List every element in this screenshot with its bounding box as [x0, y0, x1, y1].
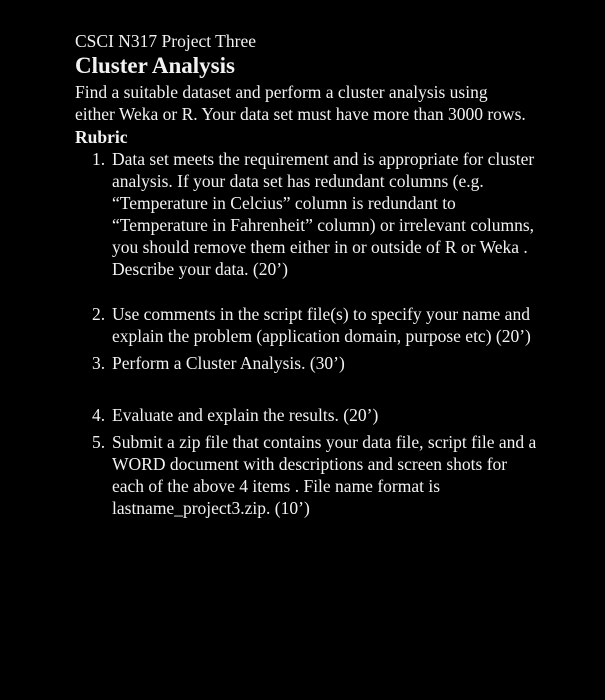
rubric-item-1 [75, 148, 575, 280]
rubric-item-number: 3. [92, 353, 106, 373]
rubric-item-4 [75, 404, 575, 426]
assignment-document [75, 30, 575, 519]
course-heading: CSCI N317 Project Three [75, 31, 256, 51]
intro-paragraph: Find a suitable dataset and perform a cluster analysis using either Weka or R. Your data set must have more than 3000 rows. [75, 82, 526, 124]
rubric-item-text: Submit a zip file that contains your data file, script file and a WORD document with descriptions and screen shots for each of the above 4 items . File name format is lastname_project3.zip. (10’) [112, 432, 537, 518]
rubric-item-text: Evaluate and explain the results. (20’) [112, 405, 379, 425]
rubric-item-3 [75, 352, 575, 374]
page-title: Cluster Analysis [75, 53, 235, 78]
rubric-item-number: 1. [92, 149, 106, 169]
rubric-item-number: 5. [92, 432, 106, 452]
rubric-item-2 [75, 303, 575, 347]
rubric-item-number: 4. [92, 405, 106, 425]
rubric-item-number: 2. [92, 304, 106, 324]
rubric-item-text: Data set meets the requirement and is appropriate for cluster analysis. If your data set has redundant columns (e.g. “Temperature in Celcius” column is redundant to “Temperature in Fahrenheit” column) or irrelevant columns, you should remove them either in or outside of R or Weka . Describe your data. (20’) [112, 149, 535, 279]
rubric-list [75, 148, 575, 519]
rubric-item-text: Use comments in the script file(s) to specify your name and explain the problem (application domain, purpose etc) (20’) [112, 304, 531, 346]
rubric-item-text: Perform a Cluster Analysis. (30’) [112, 353, 345, 373]
rubric-item-5 [75, 431, 575, 519]
rubric-heading: Rubric [75, 127, 128, 147]
